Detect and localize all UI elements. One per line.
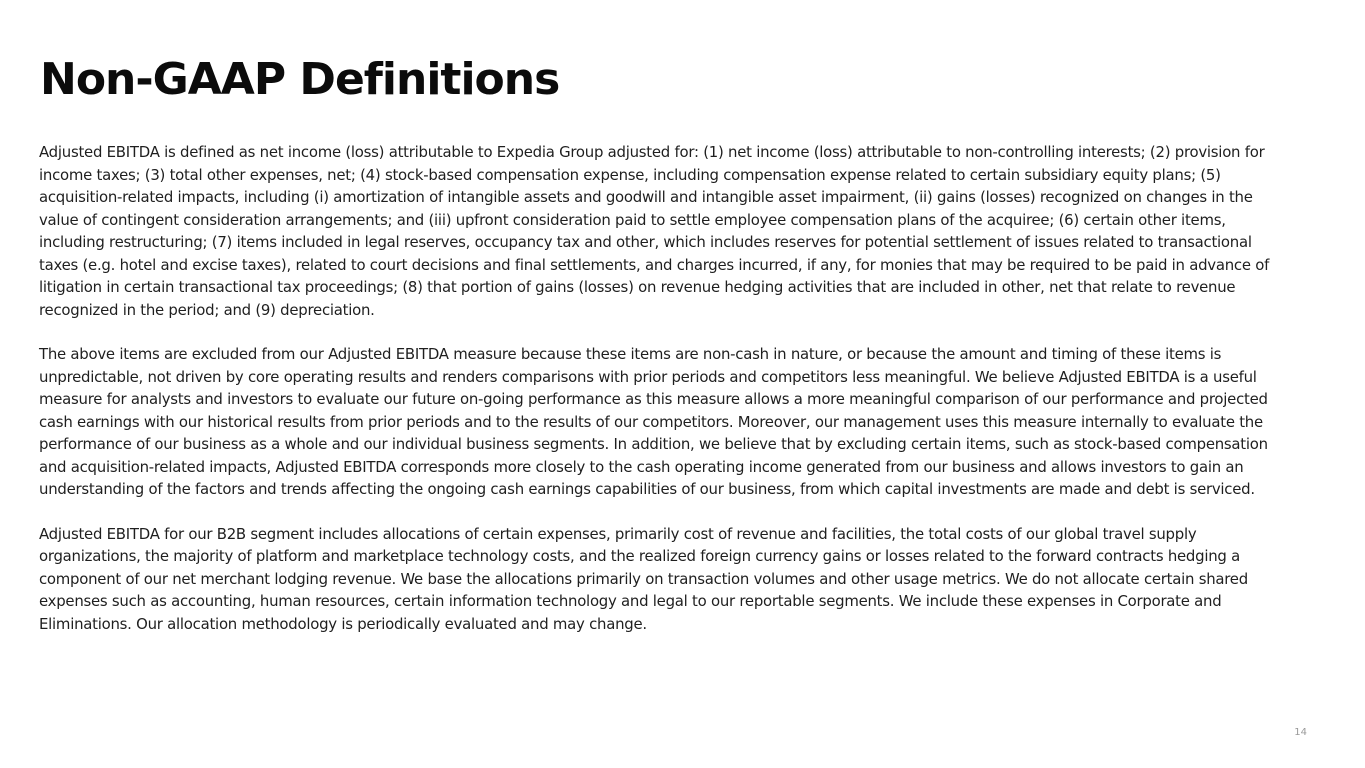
page-title: Non-GAAP Definitions — [40, 54, 560, 105]
page-number: 14 — [1294, 727, 1307, 738]
definitions-body — [39, 141, 1289, 657]
paragraph-exclusion-rationale: The above items are excluded from our Adjusted EBITDA measure because these items are non-cash in nature, or because the amount and timing of these items is unpredictable, not driven by core operating results and renders comparisons with prior periods and competitors less meaningful. We believe Adjusted EBITDA is a useful measure for analysts and investors to evaluate our future on-going performance as this measure allows a more meaningful comparison of our performance and projected cash earnings with our historical results from prior periods and to the results of our competitors. Moreover, our management uses this measure internally to evaluate the performance of our business as a whole and our individual business segments. In addition, we believe that by excluding certain items, such as stock-based compensation and acquisition-related impacts, Adjusted EBITDA corresponds more closely to the cash operating income generated from our business and allows investors to gain an understanding of the factors and trends affecting the ongoing cash earnings capabilities of our business, from which capital investments are made and debt is serviced. — [39, 345, 1268, 498]
paragraph-b2b-segment-allocation: Adjusted EBITDA for our B2B segment includes allocations of certain expenses, primarily cost of revenue and facilities, the total costs of our global travel supply organizations, the majority of platform and marketplace technology costs, and the realized foreign currency gains or losses related to the forward contracts hedging a component of our net merchant lodging revenue. We base the allocations primarily on transaction volumes and other usage metrics. We do not allocate certain shared expenses such as accounting, human resources, certain information technology and legal to our reportable segments. We include these expenses in Corporate and Eliminations. Our allocation methodology is periodically evaluated and may change. — [39, 524, 1248, 633]
paragraph-adjusted-ebitda-definition: Adjusted EBITDA is defined as net income (loss) attributable to Expedia Group adjusted for: (1) net income (loss) attributable to non-controlling interests; (2) provision for income taxes; (3) total other expenses, net; (4) stock-based compensation expense, including compensation expense related to certain subsidiary equity plans; (5) acquisition-related impacts, including (i) amortization of intangible assets and goodwill and intangible asset impairment, (ii) gains (losses) recognized on changes in the value of contingent consideration arrangements; and (iii) upfront consideration paid to settle employee compensation plans of the acquiree; (6) certain other items, including restructuring; (7) items included in legal reserves, occupancy tax and other, which includes reserves for potential settlement of issues related to transactional taxes (e.g. hotel and excise taxes), related to court decisions and final settlements, and charges incurred, if any, for monies that may be required to be paid in advance of litigation in certain transactional tax proceedings; (8) that portion of gains (losses) on revenue hedging activities that are included in other, net that relate to revenue recognized in the period; and (9) depreciation. — [39, 143, 1270, 319]
